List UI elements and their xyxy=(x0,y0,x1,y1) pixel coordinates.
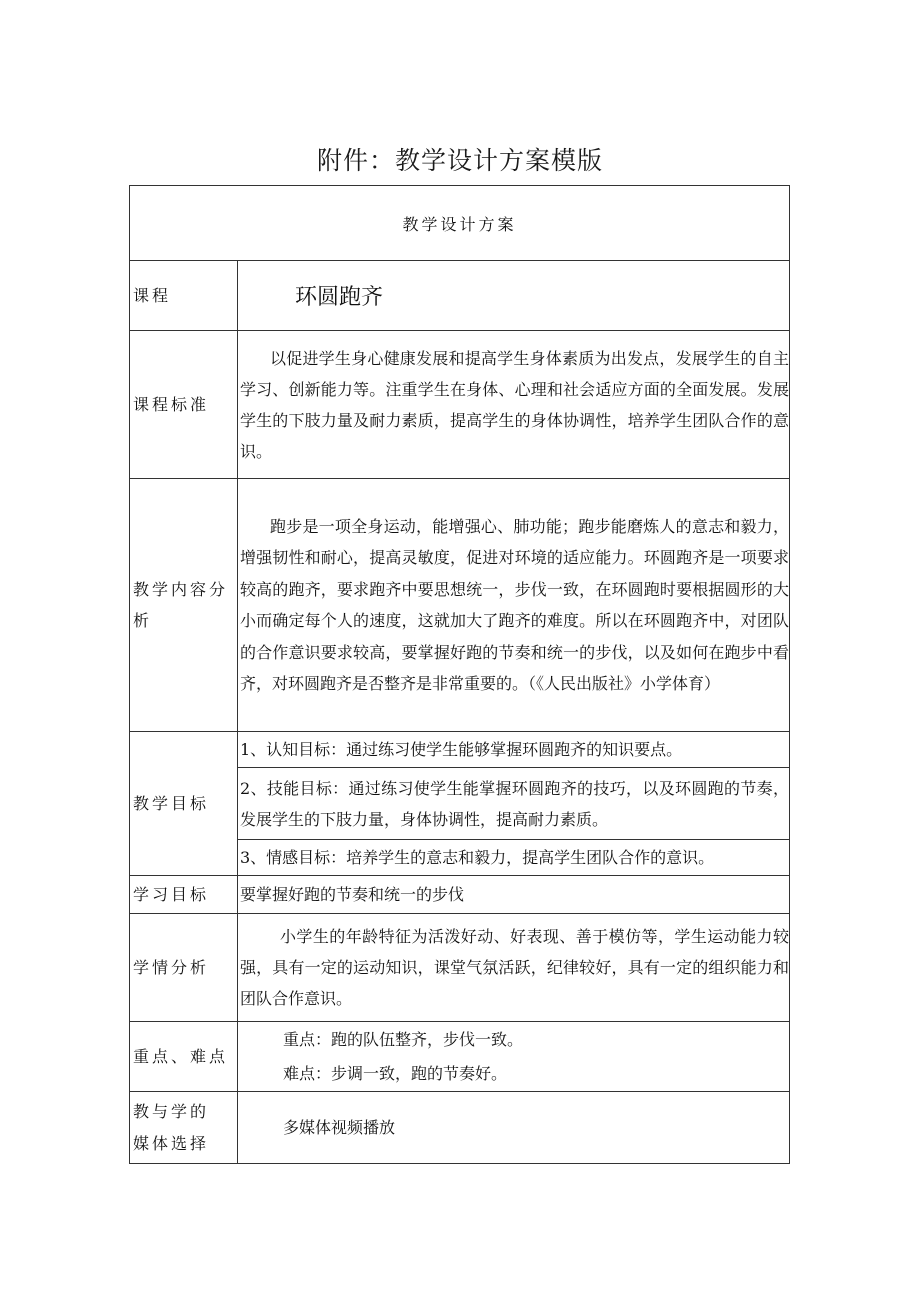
student-analysis-label: 学情分析 xyxy=(130,914,238,1022)
learning-goal-label: 学习目标 xyxy=(130,876,238,914)
student-analysis-row xyxy=(130,914,790,1022)
content-analysis-text: 跑步是一项全身运动，能增强心、肺功能；跑步能磨炼人的意志和毅力，增强韧性和耐心，提高灵敏度，促进对环境的适应能力。环圆跑齐是一项要求较高的跑齐，要求跑齐中要思想统一，步伐一致，在环圆跑时要根据圆形的大小而确定每个人的速度，这就加大了跑齐的难度。所以在环圆跑齐中，对团队的合作意识要求较高，要掌握好跑的节奏和统一的步伐，以及如何在跑步中看齐，对环圆跑齐是否整齐是非常重要的。（《人民出版社》小学体育） xyxy=(238,479,790,732)
goal-row-1 xyxy=(130,732,790,768)
course-row xyxy=(130,261,790,331)
media-text: 多媒体视频播放 xyxy=(238,1092,790,1164)
standard-text: 以促进学生身心健康发展和提高学生身体素质为出发点，发展学生的自主学习、创新能力等。注重学生在身体、心理和社会适应方面的全面发展。发展学生的下肢力量及耐力素质，提高学生的身体协调性，培养学生团队合作的意识。 xyxy=(238,331,790,479)
course-name: 环圆跑齐 xyxy=(238,261,790,331)
standard-label: 课程标准 xyxy=(130,331,238,479)
learning-goal-row xyxy=(130,876,790,914)
goal-item: 3、情感目标：培养学生的意志和毅力，提高学生团队合作的意识。 xyxy=(238,840,790,876)
media-label: 教与学的媒体选择 xyxy=(130,1092,238,1164)
standard-row xyxy=(130,331,790,479)
learning-goal-text: 要掌握好跑的节奏和统一的步伐 xyxy=(238,876,790,914)
goal-item: 2、技能目标：通过练习使学生能掌握环圆跑齐的技巧，以及环圆跑的节奏，发展学生的下肢力量，身体协调性，提高耐力素质。 xyxy=(238,768,790,840)
key-points-row xyxy=(130,1022,790,1092)
teaching-plan-table xyxy=(129,185,790,1164)
difficulty-point: 难点：步调一致，跑的节奏好。 xyxy=(283,1063,508,1083)
goals-label: 教学目标 xyxy=(130,732,238,876)
content-analysis-label: 教学内容分析 xyxy=(130,479,238,732)
table-header-row xyxy=(130,186,790,261)
table-header: 教学设计方案 xyxy=(130,186,790,261)
media-row xyxy=(130,1092,790,1164)
key-points-label: 重点、难点 xyxy=(130,1022,238,1092)
key-point: 重点：跑的队伍整齐，步伐一致。 xyxy=(283,1029,524,1049)
student-analysis-text: 小学生的年龄特征为活泼好动、好表现、善于模仿等，学生运动能力较强，具有一定的运动知识，课堂气氛活跃，纪律较好，具有一定的组织能力和团队合作意识。 xyxy=(238,914,790,1022)
content-analysis-row xyxy=(130,479,790,732)
course-label: 课程 xyxy=(130,261,238,331)
document-title: 附件：教学设计方案模版 xyxy=(316,146,603,175)
goal-item: 1、认知目标：通过练习使学生能够掌握环圆跑齐的知识要点。 xyxy=(238,732,790,768)
key-points-text xyxy=(238,1022,790,1092)
